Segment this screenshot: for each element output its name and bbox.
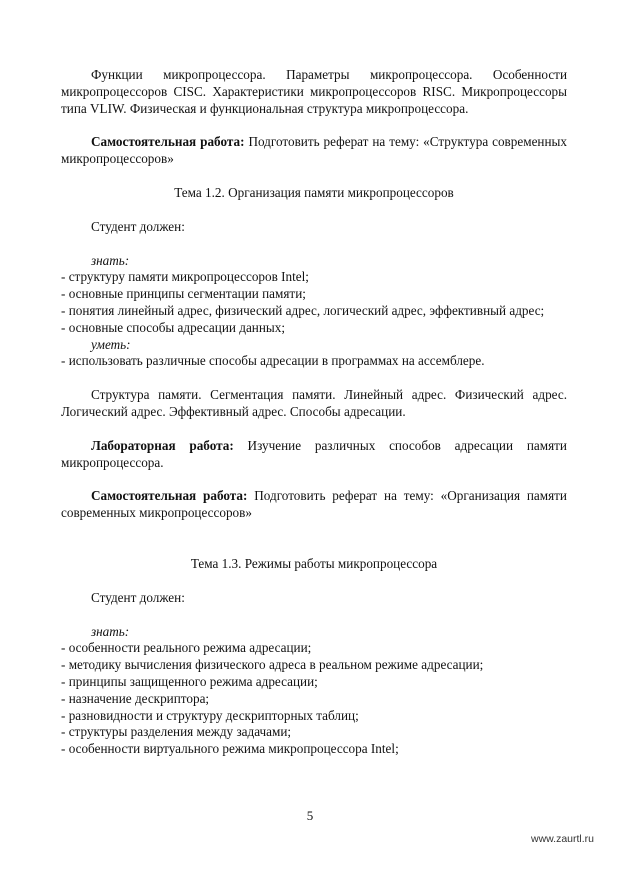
lab-work-text: Изучение различных способов адресации памяти микропроцессора.	[61, 437, 567, 470]
list-item: - методику вычисления физического адреса в реальном режиме адресации;	[61, 657, 484, 673]
list-item: - структуру памяти микропроцессоров Intel;	[61, 269, 309, 285]
intro-paragraph	[61, 67, 567, 117]
topic-1-3-title: Тема 1.3. Режимы работы микропроцессора	[190, 555, 438, 571]
list-item: - особенности реального режима адресации;	[61, 640, 312, 656]
can-label: уметь:	[91, 336, 131, 352]
page-content	[61, 67, 567, 775]
self-work-text: Подготовить реферат на тему: «Структура современных микропроцессоров»	[61, 134, 567, 167]
list-item: - особенности виртуального режима микропроцессора Intel;	[61, 741, 399, 757]
list-item: - назначение дескриптора;	[61, 690, 210, 706]
intro-text: Функции микропроцессора. Параметры микропроцессора. Особенности микропроцессоров CISC. Характеристики микропроцессоров RISC. Микропроцессоры типа VLIW. Физическая и функциональная структура микропроцессора.	[61, 67, 567, 116]
lab-work-label: Лабораторная работа:	[91, 437, 234, 453]
topic-1-2-title: Тема 1.2. Организация памяти микропроцессоров	[174, 184, 454, 200]
lab-work-paragraph	[61, 438, 567, 472]
self-work-paragraph-2	[61, 488, 567, 522]
list-item: - структуры разделения между задачами;	[61, 724, 292, 740]
self-work-paragraph-1	[61, 134, 567, 168]
list-item: - разновидности и структуру дескрипторных таблиц;	[61, 707, 359, 723]
page-number: 5	[306, 808, 314, 823]
watermark: www.zaurtl.ru	[530, 833, 594, 845]
self-work-label: Самостоятельная работа:	[91, 488, 248, 504]
topic-1-3-student-must: Студент должен:	[91, 589, 185, 605]
know-label: знать:	[91, 252, 130, 268]
self-work-label: Самостоятельная работа:	[91, 134, 245, 150]
spacer	[61, 539, 567, 556]
list-item: - понятия линейный адрес, физический адрес, логический адрес, эффективный адрес;	[61, 302, 545, 318]
topic-1-3-requirements	[61, 624, 567, 758]
list-item: - основные принципы сегментации памяти;	[61, 286, 306, 302]
list-item: - основные способы адресации данных;	[61, 319, 286, 335]
topic-1-2-content: Структура памяти. Сегментация памяти. Линейный адрес. Физический адрес. Логический адрес. Эффективный адрес. Способы адресации.	[61, 387, 567, 419]
know-label: знать:	[91, 623, 130, 639]
topic-1-2-student-must: Студент должен:	[91, 218, 185, 234]
list-item: - принципы защищенного режима адресации;	[61, 673, 318, 689]
self-work-text: Подготовить реферат на тему: «Организация памяти современных микропроцессоров»	[61, 488, 567, 521]
topic-1-2-requirements	[61, 253, 567, 371]
list-item: - использовать различные способы адресации в программах на ассемблере.	[61, 353, 485, 369]
